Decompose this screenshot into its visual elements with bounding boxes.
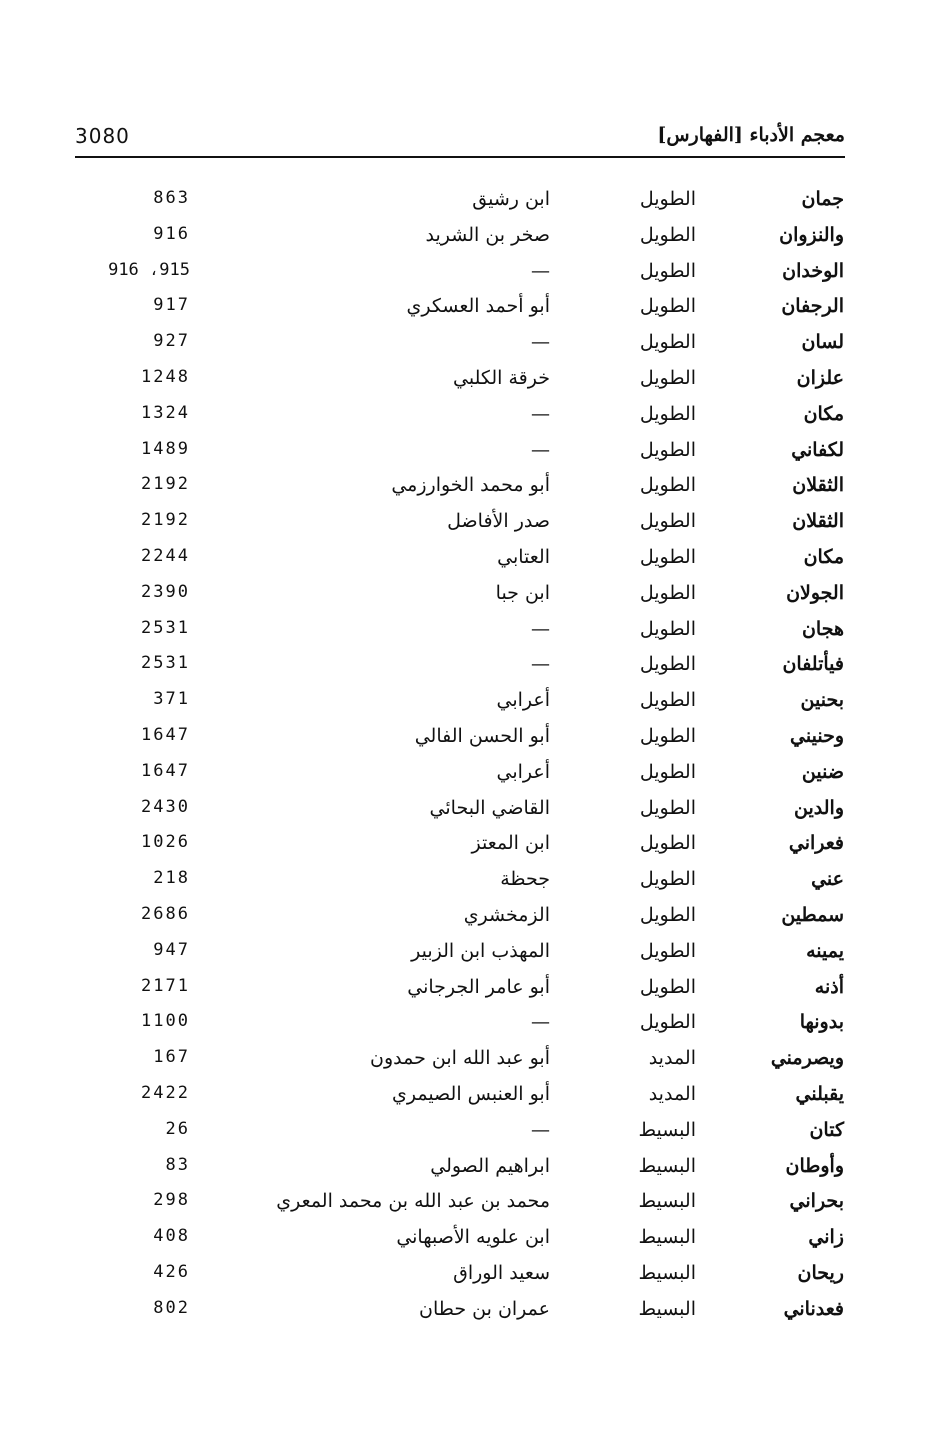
rhyme-word: الثقلان — [792, 474, 844, 497]
rhyme-word: بحراني — [789, 1190, 844, 1213]
meter-name: الطويل — [639, 760, 696, 783]
table-row — [0, 1151, 932, 1187]
page-reference: 26 — [165, 1118, 190, 1139]
meter-name: الطويل — [639, 689, 696, 712]
meter-name: الطويل — [639, 724, 696, 747]
page-reference: 915، 916 — [108, 259, 190, 280]
rhyme-word: عني — [811, 868, 844, 891]
poet-name: القاضي البحائي — [429, 796, 550, 819]
table-row — [0, 793, 932, 829]
poet-name: سعيد الوراق — [453, 1261, 550, 1284]
page-reference: 298 — [153, 1190, 190, 1211]
meter-name: الطويل — [639, 402, 696, 425]
poet-name: المهذب ابن الزبير — [411, 939, 550, 962]
poet-name: أبو العنبس الصيمري — [391, 1082, 550, 1105]
page-reference: 218 — [153, 868, 190, 889]
index-table — [0, 184, 932, 1330]
rhyme-word: يقبلني — [795, 1082, 844, 1105]
poet-name: أبو الحسن الفالي — [414, 724, 550, 747]
rhyme-word: سمطين — [781, 903, 844, 926]
poet-name: — — [531, 331, 550, 354]
page-reference: 2390 — [141, 581, 190, 602]
meter-name: الطويل — [639, 581, 696, 604]
rhyme-word: ويصرمني — [770, 1047, 844, 1070]
page-reference: 1647 — [141, 724, 190, 745]
page-reference: 863 — [153, 188, 190, 208]
page-reference: 802 — [153, 1297, 190, 1318]
page-reference: 371 — [153, 689, 190, 710]
table-row — [0, 327, 932, 363]
meter-name: البسيط — [638, 1261, 696, 1284]
rhyme-word: كتان — [809, 1118, 844, 1141]
page-reference: 2430 — [141, 796, 190, 817]
page-reference: 1100 — [141, 1011, 190, 1032]
meter-name: البسيط — [638, 1297, 696, 1320]
table-row — [0, 864, 932, 900]
page-header — [75, 120, 845, 158]
meter-name: الطويل — [639, 1011, 696, 1034]
page-reference: 927 — [153, 331, 190, 352]
meter-name: الطويل — [639, 832, 696, 855]
table-row — [0, 542, 932, 578]
table-row — [0, 1007, 932, 1043]
meter-name: الطويل — [639, 295, 696, 318]
table-row — [0, 1222, 932, 1258]
poet-name: جحظة — [500, 868, 550, 891]
poet-name: — — [531, 259, 550, 282]
poet-name: ابن علويه الأصبهاني — [396, 1226, 550, 1249]
page-reference: 167 — [153, 1047, 190, 1068]
running-title: معجم الأدباء [الفهارس] — [657, 124, 845, 146]
page-reference: 1026 — [141, 832, 190, 853]
rhyme-word: فعدناني — [783, 1297, 844, 1320]
poet-name: — — [531, 402, 550, 425]
page-reference: 2531 — [141, 617, 190, 638]
meter-name: البسيط — [638, 1190, 696, 1213]
table-row — [0, 721, 932, 757]
table-row — [0, 828, 932, 864]
meter-name: المديد — [648, 1047, 696, 1070]
table-row — [0, 936, 932, 972]
table-row — [0, 1115, 932, 1151]
table-row — [0, 1258, 932, 1294]
meter-name: الطويل — [639, 474, 696, 497]
page-reference: 947 — [153, 939, 190, 960]
table-row — [0, 1043, 932, 1079]
table-row — [0, 649, 932, 685]
table-row — [0, 614, 932, 650]
table-row — [0, 900, 932, 936]
rhyme-word: يمينه — [806, 939, 844, 962]
page-reference: 2531 — [141, 653, 190, 674]
meter-name: الطويل — [639, 939, 696, 962]
page-reference: 2192 — [141, 510, 190, 531]
rhyme-word: زاني — [808, 1226, 844, 1249]
rhyme-word: لكفاني — [791, 438, 844, 461]
poet-name: ابراهيم الصولي — [430, 1154, 550, 1177]
poet-name: ابن رشيق — [472, 188, 550, 210]
rhyme-word: بدونها — [799, 1011, 844, 1034]
poet-name: الزمخشري — [463, 903, 550, 926]
rhyme-word: جمان — [801, 188, 844, 210]
meter-name: البسيط — [638, 1226, 696, 1249]
poet-name: أبو محمد الخوارزمي — [391, 474, 550, 497]
rhyme-word: والنزوان — [779, 223, 844, 246]
table-row — [0, 506, 932, 542]
rhyme-word: الرجفان — [781, 295, 844, 318]
page-reference: 1647 — [141, 760, 190, 781]
table-row — [0, 685, 932, 721]
table-row — [0, 470, 932, 506]
table-row — [0, 291, 932, 327]
rhyme-word: بحنين — [800, 689, 844, 712]
page-reference: 1489 — [141, 438, 190, 459]
table-row — [0, 435, 932, 471]
meter-name: الطويل — [639, 796, 696, 819]
poet-name: عمران بن حطان — [419, 1297, 550, 1320]
meter-name: الطويل — [639, 868, 696, 891]
rhyme-word: فيأتلفان — [782, 653, 844, 676]
poet-name: أعرابي — [496, 689, 550, 712]
rhyme-word: لسان — [801, 331, 844, 354]
poet-name: أبو أحمد العسكري — [406, 295, 550, 318]
table-row — [0, 399, 932, 435]
rhyme-word: مكان — [803, 545, 844, 568]
meter-name: الطويل — [639, 903, 696, 926]
poet-name: — — [531, 1118, 550, 1141]
rhyme-word: وأوطان — [785, 1154, 844, 1177]
meter-name: الطويل — [639, 366, 696, 389]
poet-name: أبو عبد الله ابن حمدون — [370, 1047, 550, 1070]
meter-name: الطويل — [639, 331, 696, 354]
rhyme-word: وحنيني — [790, 724, 844, 747]
page-reference: 916 — [153, 223, 190, 244]
poet-name: — — [531, 617, 550, 640]
rhyme-word: الجولان — [786, 581, 844, 604]
poet-name: — — [531, 653, 550, 676]
table-row — [0, 1186, 932, 1222]
page-number: 3080 — [75, 124, 130, 148]
page-reference: 426 — [153, 1261, 190, 1282]
page-reference: 2244 — [141, 545, 190, 566]
page-reference: 917 — [153, 295, 190, 316]
meter-name: البسيط — [638, 1154, 696, 1177]
poet-name: محمد بن عبد الله بن محمد المعري — [276, 1190, 550, 1213]
poet-name: — — [531, 438, 550, 461]
page-reference: 83 — [165, 1154, 190, 1175]
page-reference: 2192 — [141, 474, 190, 495]
table-row — [0, 256, 932, 292]
poet-name: صخر بن الشريد — [425, 223, 550, 246]
meter-name: البسيط — [638, 1118, 696, 1141]
page-reference: 408 — [153, 1226, 190, 1247]
page-reference: 1324 — [141, 402, 190, 423]
meter-name: الطويل — [639, 438, 696, 461]
page-reference: 2422 — [141, 1082, 190, 1103]
meter-name: المديد — [648, 1082, 696, 1105]
rhyme-word: ضنين — [801, 760, 844, 783]
rhyme-word: مكان — [803, 402, 844, 425]
meter-name: الطويل — [639, 545, 696, 568]
poet-name: خرقة الكلبي — [453, 366, 550, 389]
poet-name: أبو عامر الجرجاني — [407, 975, 550, 998]
table-row — [0, 184, 932, 220]
page-reference: 1248 — [141, 366, 190, 387]
poet-name: صدر الأفاضل — [447, 510, 550, 533]
rhyme-word: هجان — [801, 617, 844, 640]
page-reference: 2171 — [141, 975, 190, 996]
meter-name: الطويل — [639, 188, 696, 210]
poet-name: أعرابي — [496, 760, 550, 783]
rhyme-word: الثقلان — [792, 510, 844, 533]
meter-name: الطويل — [639, 617, 696, 640]
poet-name: ابن جبا — [495, 581, 550, 604]
rhyme-word: ريحان — [797, 1261, 844, 1284]
table-row — [0, 972, 932, 1008]
table-row — [0, 578, 932, 614]
rhyme-word: والدين — [794, 796, 844, 819]
meter-name: الطويل — [639, 653, 696, 676]
meter-name: الطويل — [639, 975, 696, 998]
meter-name: الطويل — [639, 223, 696, 246]
rhyme-word: الوخدان — [782, 259, 844, 282]
table-row — [0, 363, 932, 399]
meter-name: الطويل — [639, 510, 696, 533]
page-reference: 2686 — [141, 903, 190, 924]
table-row — [0, 757, 932, 793]
poet-name: — — [531, 1011, 550, 1034]
meter-name: الطويل — [639, 259, 696, 282]
rhyme-word: أذنه — [814, 975, 844, 998]
poet-name: ابن المعتز — [471, 832, 550, 855]
table-row — [0, 1079, 932, 1115]
table-row — [0, 1294, 932, 1330]
table-row — [0, 220, 932, 256]
rhyme-word: فعراني — [788, 832, 844, 855]
poet-name: العتابي — [497, 545, 550, 568]
rhyme-word: علزان — [796, 366, 844, 389]
